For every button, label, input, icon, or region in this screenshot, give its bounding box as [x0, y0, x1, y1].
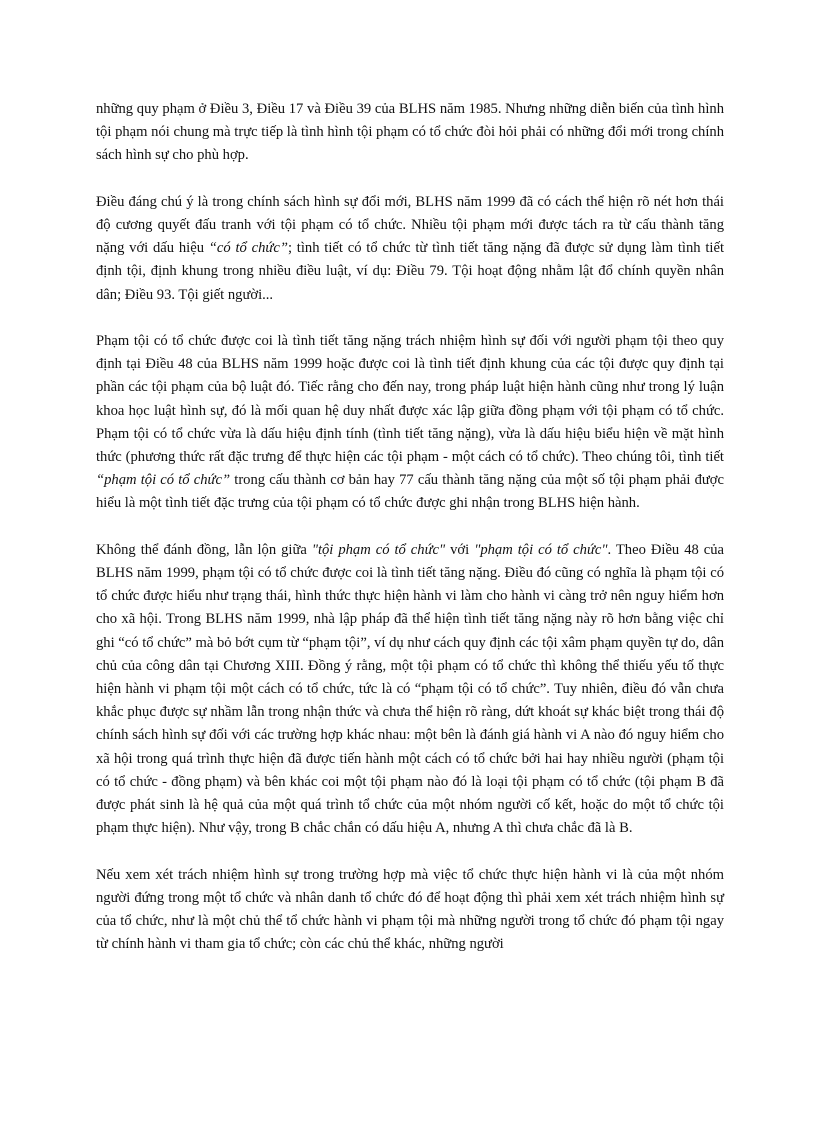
paragraph-4-text-a: Không thể đánh đồng, lẫn lộn giữa: [96, 541, 312, 558]
paragraph-1-text: những quy phạm ở Điều 3, Điều 17 và Điều 39 của BLHS năm 1985. Nhưng những diễn biến của tình hình tội phạm nói chung mà trực tiếp là tình hình tội phạm có tổ chức đòi hỏi phải có những đổi mới trong chính sách hình sự cho phù hợp.: [96, 101, 724, 164]
paragraph-4: [96, 539, 724, 841]
paragraph-3-text-b: trong cấu thành cơ bản hay 77 cấu thành tăng nặng của một số tội phạm phải được hiểu là một tình tiết đặc trưng của tội phạm có tổ chức được ghi nhận trong BLHS hiện hành.: [96, 472, 725, 512]
paragraph-2: [96, 191, 724, 307]
paragraph-3-quote-pham-toi-co-to-chuc: “phạm tội có tổ chức”: [96, 472, 231, 489]
paragraph-2-text-b: ; tình tiết có tổ chức từ tình tiết tăng nặng đã được sử dụng làm tình tiết định tội, định khung trong nhiều điều luật, ví dụ: Điều 79. Tội hoạt động nhằm lật đổ chính quyền nhân dân; Điều 93. Tội giết người...: [96, 240, 725, 303]
document-page: [96, 98, 724, 956]
paragraph-4-quote-toi-pham-co-to-chuc: "tội phạm có tổ chức": [311, 541, 446, 558]
paragraph-3-text-a: Phạm tội có tổ chức được coi là tình tiết tăng nặng trách nhiệm hình sự đối với người phạm tội theo quy định tại Điều 48 của BLHS năm 1999 hoặc được coi là tình tiết định khung của các tội được quy định tại phần các tội phạm của bộ luật đó. Tiếc rằng cho đến nay, trong pháp luật hiện hành cũng như trong lý luận khoa học luật hình sự, đó là mối quan hệ duy nhất được xác lập giữa đồng phạm với tội phạm có tổ chức. Phạm tội có tổ chức vừa là dấu hiệu định tính (tình tiết tăng nặng), vừa là dấu hiệu biểu hiện về mặt hình thức (phương thức rất đặc trưng để thực hiện các tội phạm - một cách có tổ chức). Theo chúng tôi, tình tiết: [96, 333, 724, 466]
paragraph-5-text: Nếu xem xét trách nhiệm hình sự trong trường hợp mà việc tổ chức thực hiện hành vi là của một nhóm người đứng trong một tổ chức và nhân danh tổ chức đó để hoạt động thì phải xem xét trách nhiệm hình sự của tổ chức, như là một chủ thể tổ chức hành vi phạm tội mà những người trong tổ chức đó phạm tội ngay từ chính hành vi tham gia tổ chức; còn các chủ thể khác, những người: [96, 866, 724, 953]
paragraph-4-text-b: với: [445, 541, 475, 558]
paragraph-4-quote-pham-toi-co-to-chuc: "phạm tội có tổ chức": [474, 541, 608, 558]
paragraph-1: [96, 98, 724, 168]
paragraph-2-text-a: Điều đáng chú ý là trong chính sách hình sự đổi mới, BLHS năm 1999 đã có cách thể hiện rõ nét hơn thái độ cương quyết đấu tranh với tội phạm có tổ chức. Nhiều tội phạm mới được tách ra từ cấu thành tăng nặng với dấu hiệu: [96, 193, 724, 257]
paragraph-4-text-c: . Theo Điều 48 của BLHS năm 1999, phạm tội có tổ chức được coi là tình tiết tăng nặng. Điều đó cũng có nghĩa là phạm tội có tổ chức được hiểu như trạng thái, hình thức thực hiện hành vi làm cho hành vi càng trở nên nguy hiểm hơn cho xã hội. Trong BLHS năm 1999, nhà lập pháp đã thể hiện tình tiết tăng nặng này rõ hơn bằng việc chỉ ghi “có tổ chức” mà bỏ bớt cụm từ “phạm tội”, ví dụ như cách quy định các tội xâm phạm quyền tự do, dân chủ của công dân tại Chương XIII. Đồng ý rằng, một tội phạm có tổ chức thì không thể thiếu yếu tố thực hiện hành vi phạm tội một cách có tổ chức, tức là có “phạm tội có tổ chức”. Tuy nhiên, điều đó vẫn chưa khắc phục được sự nhầm lẫn trong nhận thức và chưa thể hiện rõ ràng, dứt khoát sự khác biệt trong thái độ chính sách hình sự đối với các trường hợp khác nhau: một bên là đánh giá hành vi A nào đó nguy hiểm cho xã hội trong quá trình thực hiện đã được tiến hành một cách có tổ chức bởi hai hay nhiều người (phạm tội có tổ chức - đồng phạm) và bên khác coi một tội phạm nào đó là loại tội phạm có tổ chức (tội phạm B đã được phát sinh là hệ quả của một quá trình tổ chức của một nhóm người cố kết, hoặc do một tổ chức tội phạm thực hiện). Như vậy, trong B chắc chắn có dấu hiệu A, nhưng A thì chưa chắc đã là B.: [96, 541, 725, 837]
paragraph-2-quote-co-to-chuc: “có tổ chức”: [208, 240, 288, 257]
paragraph-3: [96, 330, 724, 516]
paragraph-5: [96, 864, 724, 957]
